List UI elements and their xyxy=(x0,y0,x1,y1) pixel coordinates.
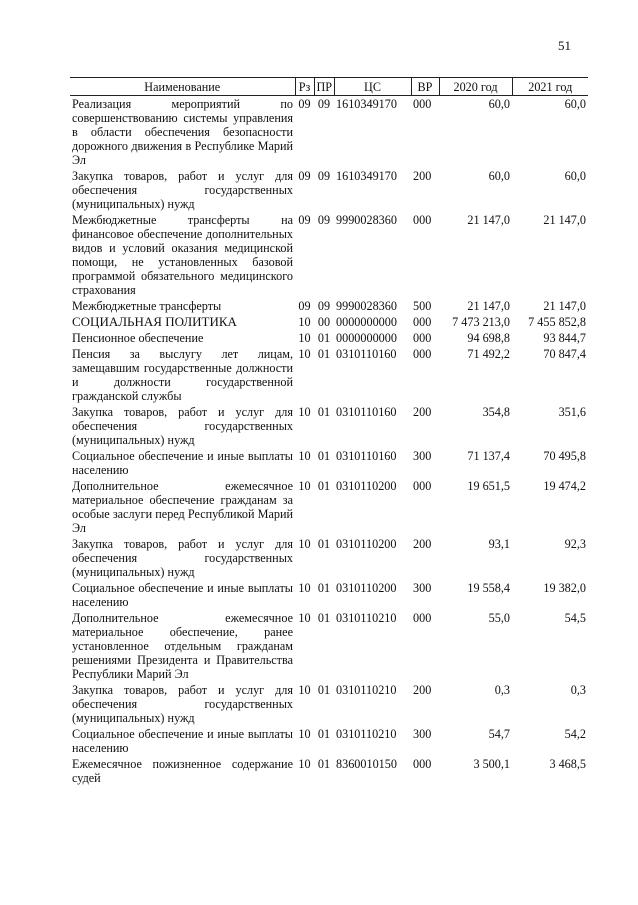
table-row xyxy=(70,448,588,478)
table-header-row xyxy=(70,78,588,96)
table-row xyxy=(70,96,588,169)
row-pr: 01 xyxy=(317,611,331,625)
row-value-2020: 0,3 xyxy=(494,683,510,697)
table-row xyxy=(70,536,588,580)
row-vr: 300 xyxy=(413,727,432,741)
row-value-2021: 60,0 xyxy=(564,97,586,111)
row-value-2020: 21 147,0 xyxy=(467,213,510,227)
header-2021: 2021 год xyxy=(512,78,588,96)
row-value-2020: 21 147,0 xyxy=(467,299,510,313)
row-rz: 10 xyxy=(298,347,311,361)
header-2020: 2020 год xyxy=(439,78,512,96)
header-vr: ВР xyxy=(411,78,439,96)
row-name: Дополнительное ежемесячное материальное обеспечение гражданам за особые заслуги перед Республикой Марий Эл xyxy=(72,479,293,535)
row-value-2020: 71 137,4 xyxy=(467,449,510,463)
row-pr: 01 xyxy=(317,683,331,697)
row-rz: 09 xyxy=(298,299,311,313)
row-vr: 000 xyxy=(413,611,432,625)
row-value-2021: 92,3 xyxy=(564,537,586,551)
row-value-2020: 94 698,8 xyxy=(467,331,510,345)
table-row xyxy=(70,610,588,682)
row-name: Пенсионное обеспечение xyxy=(72,331,204,345)
row-rz: 10 xyxy=(298,449,311,463)
row-cs: 8360010150 xyxy=(336,757,397,771)
row-pr: 01 xyxy=(317,581,331,595)
header-name: Наименование xyxy=(70,78,295,96)
row-value-2020: 60,0 xyxy=(488,97,510,111)
row-cs: 0310110210 xyxy=(336,683,397,697)
row-value-2020: 354,8 xyxy=(482,405,510,419)
row-value-2021: 21 147,0 xyxy=(543,299,586,313)
row-value-2021: 93 844,7 xyxy=(543,331,586,345)
row-value-2021: 19 474,2 xyxy=(543,479,586,493)
row-value-2020: 7 473 213,0 xyxy=(452,315,510,329)
row-vr: 000 xyxy=(413,347,432,361)
row-cs: 0310110200 xyxy=(336,581,397,595)
row-name: Дополнительное ежемесячное материальное обеспечение, ранее установленное отдельным гражданам решениями Президента и Правительства Республики Марий Эл xyxy=(72,611,293,681)
row-pr: 09 xyxy=(317,299,331,313)
row-pr: 01 xyxy=(317,405,331,419)
row-cs: 0310110200 xyxy=(336,537,397,551)
budget-table xyxy=(70,77,588,786)
table-row xyxy=(70,330,588,346)
table-row xyxy=(70,580,588,610)
row-value-2021: 0,3 xyxy=(570,683,586,697)
row-vr: 300 xyxy=(413,581,432,595)
row-cs: 0310110160 xyxy=(336,449,397,463)
row-name: Закупка товаров, работ и услуг для обеспечения государственных (муниципальных) нужд xyxy=(72,169,293,211)
row-value-2020: 71 492,2 xyxy=(467,347,510,361)
row-vr: 200 xyxy=(413,405,432,419)
row-pr: 01 xyxy=(317,331,331,345)
row-value-2021: 3 468,5 xyxy=(549,757,586,771)
row-cs: 0310110160 xyxy=(336,347,397,361)
header-rz: Рз xyxy=(295,78,314,96)
row-name: Пенсия за выслугу лет лицам, замещавшим государственные должности и должности государственной гражданской службы xyxy=(72,347,293,403)
row-value-2020: 93,1 xyxy=(488,537,510,551)
row-value-2020: 55,0 xyxy=(488,611,510,625)
row-vr: 000 xyxy=(413,331,432,345)
row-vr: 000 xyxy=(413,757,432,771)
row-cs: 0310110210 xyxy=(336,727,397,741)
row-value-2021: 54,2 xyxy=(564,727,586,741)
page-number: 51 xyxy=(558,38,571,53)
row-name: Ежемесячное пожизненное содержание судей xyxy=(72,757,293,785)
row-rz: 10 xyxy=(298,537,311,551)
table-row xyxy=(70,682,588,726)
table-row xyxy=(70,756,588,786)
row-pr: 01 xyxy=(317,537,331,551)
row-cs: 0310110200 xyxy=(336,479,397,493)
row-value-2020: 54,7 xyxy=(488,727,510,741)
row-vr: 200 xyxy=(413,169,432,183)
table-row xyxy=(70,726,588,756)
row-pr: 01 xyxy=(317,757,331,771)
row-name: Социальное обеспечение и иные выплаты населению xyxy=(72,581,293,609)
row-vr: 300 xyxy=(413,449,432,463)
row-pr: 00 xyxy=(317,315,331,329)
row-rz: 10 xyxy=(298,581,311,595)
row-rz: 10 xyxy=(298,727,311,741)
row-pr: 09 xyxy=(317,213,331,227)
row-cs: 0310110210 xyxy=(336,611,397,625)
row-rz: 09 xyxy=(298,97,311,111)
row-value-2021: 70 495,8 xyxy=(543,449,586,463)
row-pr: 01 xyxy=(317,727,331,741)
row-pr: 09 xyxy=(317,97,331,111)
table-row xyxy=(70,346,588,404)
row-name: Межбюджетные трансферты на финансовое обеспечение дополнительных видов и условий оказания медицинской помощи, не установленных базовой программой обязательного медицинского страхования xyxy=(72,213,293,297)
row-value-2021: 351,6 xyxy=(558,405,586,419)
row-vr: 000 xyxy=(413,315,432,329)
row-cs: 0000000000 xyxy=(336,315,397,329)
table-row xyxy=(70,212,588,298)
row-name: Межбюджетные трансферты xyxy=(72,299,222,313)
row-value-2021: 7 455 852,8 xyxy=(528,315,586,329)
row-vr: 200 xyxy=(413,537,432,551)
row-value-2020: 19 558,4 xyxy=(467,581,510,595)
row-name: Закупка товаров, работ и услуг для обеспечения государственных (муниципальных) нужд xyxy=(72,537,293,579)
row-pr: 01 xyxy=(317,347,331,361)
header-cs: ЦС xyxy=(334,78,411,96)
row-vr: 000 xyxy=(413,213,432,227)
row-cs: 0000000000 xyxy=(336,331,397,345)
row-value-2021: 19 382,0 xyxy=(543,581,586,595)
row-value-2021: 70 847,4 xyxy=(543,347,586,361)
table-row xyxy=(70,314,588,330)
row-value-2020: 19 651,5 xyxy=(467,479,510,493)
row-rz: 10 xyxy=(298,405,311,419)
row-name: Закупка товаров, работ и услуг для обеспечения государственных (муниципальных) нужд xyxy=(72,405,293,447)
table-row xyxy=(70,478,588,536)
row-rz: 10 xyxy=(298,315,311,329)
row-value-2020: 60,0 xyxy=(488,169,510,183)
row-value-2021: 60,0 xyxy=(564,169,586,183)
row-rz: 10 xyxy=(298,757,311,771)
row-rz: 10 xyxy=(298,683,311,697)
row-value-2021: 54,5 xyxy=(564,611,586,625)
row-cs: 1610349170 xyxy=(336,97,397,111)
row-pr: 01 xyxy=(317,449,331,463)
row-vr: 200 xyxy=(413,683,432,697)
row-rz: 10 xyxy=(298,611,311,625)
row-rz: 09 xyxy=(298,213,311,227)
row-rz: 10 xyxy=(298,479,311,493)
row-value-2020: 3 500,1 xyxy=(473,757,510,771)
row-rz: 09 xyxy=(298,169,311,183)
row-rz: 10 xyxy=(298,331,311,345)
row-pr: 09 xyxy=(317,169,331,183)
row-name: Закупка товаров, работ и услуг для обеспечения государственных (муниципальных) нужд xyxy=(72,683,293,725)
row-cs: 9990028360 xyxy=(336,213,397,227)
row-name: Реализация мероприятий по совершенствованию системы управления в области обеспечения безопасности дорожного движения в Республике Марий Эл xyxy=(72,97,293,167)
table-row xyxy=(70,168,588,212)
table-body xyxy=(70,96,588,787)
row-cs: 9990028360 xyxy=(336,299,397,313)
header-pr: ПР xyxy=(314,78,334,96)
table-row xyxy=(70,298,588,314)
row-cs: 0310110160 xyxy=(336,405,397,419)
row-name: СОЦИАЛЬНАЯ ПОЛИТИКА xyxy=(72,314,237,329)
row-vr: 000 xyxy=(413,97,432,111)
row-cs: 1610349170 xyxy=(336,169,397,183)
row-name: Социальное обеспечение и иные выплаты населению xyxy=(72,727,293,755)
table-row xyxy=(70,404,588,448)
row-name: Социальное обеспечение и иные выплаты населению xyxy=(72,449,293,477)
row-vr: 000 xyxy=(413,479,432,493)
row-vr: 500 xyxy=(413,299,432,313)
row-value-2021: 21 147,0 xyxy=(543,213,586,227)
row-pr: 01 xyxy=(317,479,331,493)
